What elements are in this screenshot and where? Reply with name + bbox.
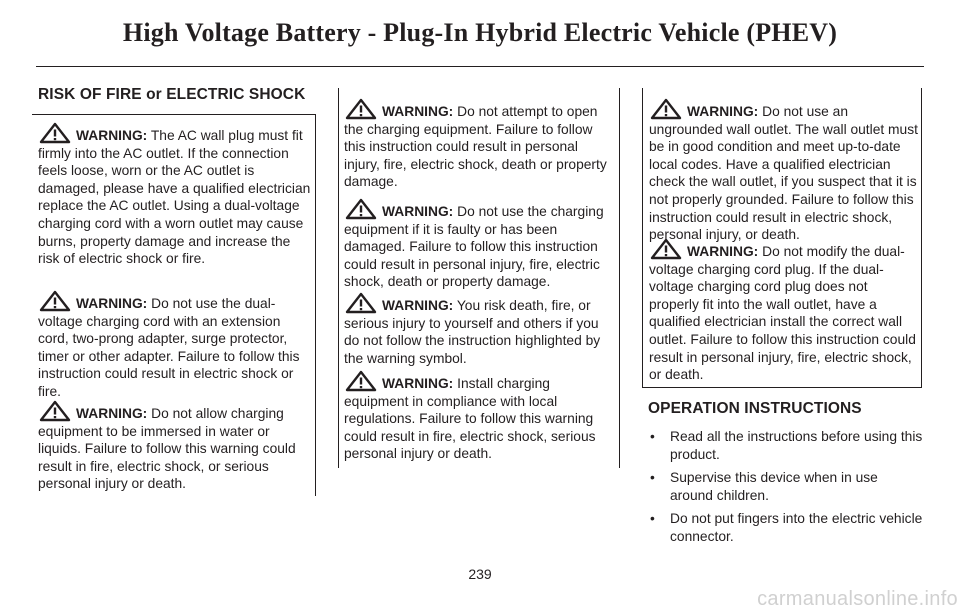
warning-text: Do not use the charging equipment if it is faulty or has been damaged. Failure to follow this instruction could result in personal injury, fire, electric shock, death or property damage.: [344, 204, 604, 290]
page-number: 239: [468, 566, 492, 582]
section-heading-operation: OPERATION INSTRUCTIONS: [648, 400, 862, 417]
page-title: High Voltage Battery - Plug-In Hybrid Electric Vehicle (PHEV): [122, 18, 838, 47]
warning-triangle-icon: [649, 98, 683, 120]
header-divider: [36, 66, 924, 67]
warning-triangle-icon: [344, 98, 378, 120]
section-heading-risk: RISK OF FIRE or ELECTRIC SHOCK: [38, 86, 306, 103]
warning-ac-wall-plug: [38, 122, 312, 268]
warning-triangle-icon: [344, 292, 378, 314]
warning-text: Do not use an ungrounded wall outlet. The wall outlet must be in good condition and meet up-to-date local codes. Have a qualified electrician check the wall outlet, if you suspect that it is not properly grounded. Failure to follow this instruction could result in electric shock, personal injury, or death.: [649, 104, 918, 243]
bullet-icon: •: [650, 511, 655, 527]
warning-risk-death: [344, 292, 616, 367]
warning-label: WARNING:: [76, 128, 148, 143]
warning-triangle-icon: [344, 198, 378, 220]
warning-faulty-equipment: [344, 198, 616, 291]
warning-text: The AC wall plug must fit firmly into the AC outlet. If the connection feels loose, worn or the AC outlet is damaged, please have a qualified electrician replace the AC outlet. Using a dual-voltage charging cord with a worn outlet may cause burns, property damage and increase the risk of electric shock or fire.: [38, 128, 311, 267]
warning-label: WARNING:: [687, 104, 759, 119]
warning-label: WARNING:: [382, 298, 454, 313]
warning-label: WARNING:: [382, 104, 454, 119]
warning-modify-plug: [649, 238, 919, 384]
warning-triangle-icon: [649, 238, 683, 260]
warning-immersion: [38, 400, 312, 493]
bullet-icon: •: [650, 429, 655, 444]
warning-label: WARNING:: [76, 296, 148, 311]
bullet-icon: •: [650, 470, 655, 486]
list-item: • Supervise this device when in use around children.: [650, 470, 878, 503]
list-item: • Read all the instructions before using this product.: [650, 429, 923, 462]
list-item: • Do not put fingers into the electric vehicle connector.: [650, 511, 923, 544]
warning-triangle-icon: [38, 400, 72, 422]
warning-install-regulations: [344, 370, 616, 463]
watermark: carmanualsonline.info: [757, 588, 958, 610]
warning-text: Do not attempt to open the charging equipment. Failure to follow this instruction could result in personal injury, fire, electric shock, death or property damage.: [344, 104, 607, 190]
warning-triangle-icon: [38, 122, 72, 144]
warning-text: Install charging equipment in compliance with local regulations. Failure to follow this warning could result in fire, electric shock, serious personal injury or death.: [344, 376, 596, 462]
warning-label: WARNING:: [382, 376, 454, 391]
warning-ungrounded-outlet: [649, 98, 919, 244]
warning-triangle-icon: [344, 370, 378, 392]
warning-triangle-icon: [38, 290, 72, 312]
warning-text: Do not use the dual-voltage charging cord with an extension cord, two-prong adapter, surge protector, timer or other adapter. Failure to follow this instruction could result in electric shock or fire.: [38, 296, 300, 399]
warning-do-not-open: [344, 98, 616, 191]
warning-text: Do not modify the dual-voltage charging cord plug. If the dual-voltage charging cord plug does not properly fit into the wall outlet, have a qualified electrician install the correct wall outlet. Failure to follow this instruction could result in personal injury, fire, electric shock, or death.: [649, 244, 916, 383]
warning-text: You risk death, fire, or serious injury to yourself and others if you do not follow the instruction highlighted by the warning symbol.: [344, 298, 601, 366]
operation-instructions-list: [648, 428, 924, 552]
warning-extension-cord: [38, 290, 312, 401]
warning-text: Do not allow charging equipment to be immersed in water or liquids. Failure to follow this warning could result in fire, electric shock, or serious personal injury or death.: [38, 406, 296, 492]
warning-label: WARNING:: [687, 244, 759, 259]
warning-label: WARNING:: [76, 406, 148, 421]
warning-label: WARNING:: [382, 204, 454, 219]
